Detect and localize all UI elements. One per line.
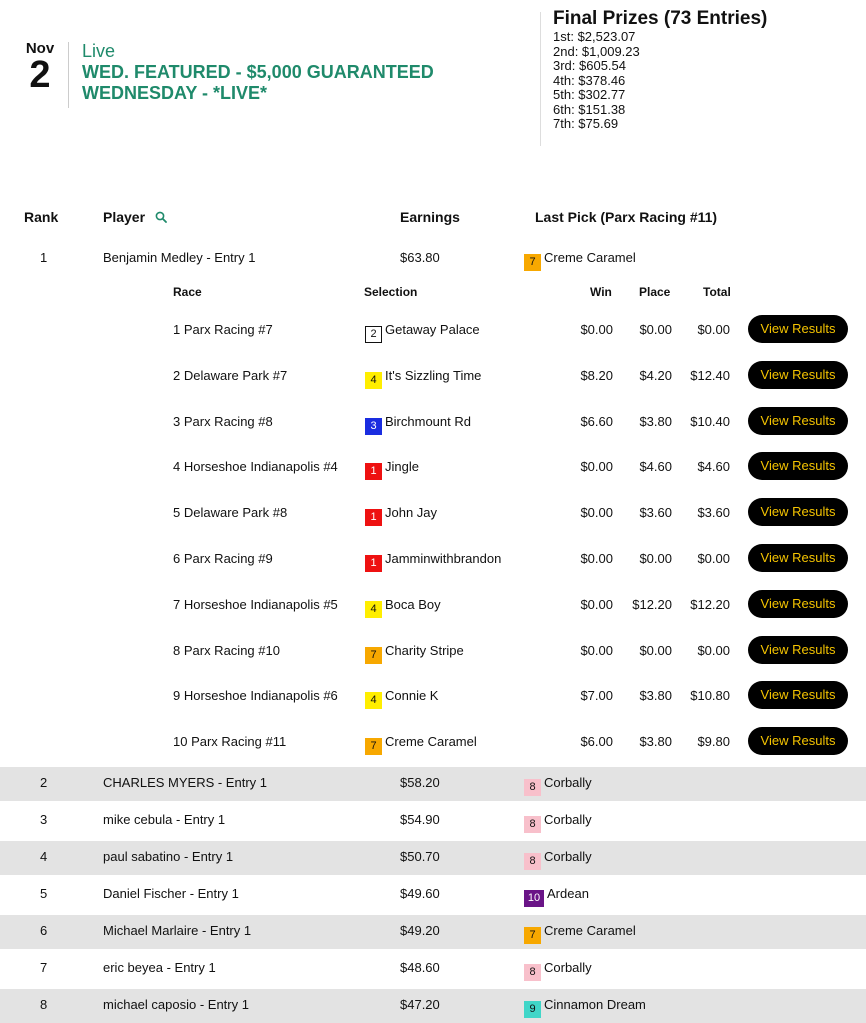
total-amount: $12.20 <box>690 597 730 612</box>
win-amount: $6.60 <box>580 414 613 429</box>
selection-cell <box>365 459 419 480</box>
selection-cell <box>365 551 501 572</box>
program-number-badge: 4 <box>365 601 382 618</box>
earnings-cell: $49.20 <box>400 923 440 938</box>
earnings-cell: $49.60 <box>400 886 440 901</box>
prize-line: 4th: $378.46 <box>553 72 626 88</box>
last-pick-cell <box>524 886 589 907</box>
race-name: 7 Horseshoe Indianapolis #5 <box>173 597 338 612</box>
horse-name: Corbally <box>544 775 592 790</box>
program-number-badge: 8 <box>524 816 541 833</box>
total-amount: $4.60 <box>697 459 730 474</box>
rank-cell: 7 <box>40 960 48 975</box>
rank-cell: 8 <box>40 997 48 1012</box>
total-amount: $9.80 <box>697 734 730 749</box>
player-name[interactable]: michael caposio - Entry 1 <box>103 997 249 1012</box>
place-amount: $0.00 <box>639 551 672 566</box>
leaderboard-row[interactable] <box>0 878 866 912</box>
total-amount: $0.00 <box>697 322 730 337</box>
race-row <box>0 361 866 391</box>
event-title-line-2: WEDNESDAY - *LIVE* <box>82 83 268 103</box>
horse-name: Creme Caramel <box>544 250 636 265</box>
horse-name: Jingle <box>385 459 419 474</box>
race-name: 4 Horseshoe Indianapolis #4 <box>173 459 338 474</box>
win-amount: $0.00 <box>580 459 613 474</box>
leaderboard-row[interactable] <box>0 952 866 986</box>
horse-name: Corbally <box>544 960 592 975</box>
win-amount: $0.00 <box>580 322 613 337</box>
place-amount: $3.60 <box>639 505 672 520</box>
race-name: 6 Parx Racing #9 <box>173 551 273 566</box>
selection-header: Selection <box>364 285 418 299</box>
race-row <box>0 727 866 757</box>
event-day: 2 <box>29 54 51 96</box>
horse-name: Jamminwithbrandon <box>385 551 502 566</box>
race-row <box>0 407 866 437</box>
rank-cell: 2 <box>40 775 48 790</box>
view-results-button[interactable]: View Results <box>748 452 848 480</box>
player-name[interactable]: Michael Marlaire - Entry 1 <box>103 923 252 938</box>
earnings-cell: $47.20 <box>400 997 440 1012</box>
last-pick-cell <box>524 923 636 944</box>
place-amount: $12.20 <box>632 597 672 612</box>
win-amount: $6.00 <box>580 734 613 749</box>
rank-cell: 4 <box>40 849 48 864</box>
place-amount: $0.00 <box>639 643 672 658</box>
event-month: Nov <box>25 40 55 57</box>
last-pick-header: Last Pick (Parx Racing #11) <box>535 209 718 225</box>
view-results-button[interactable]: View Results <box>748 544 848 572</box>
horse-name: Boca Boy <box>385 597 441 612</box>
leaderboard-row[interactable] <box>0 247 866 281</box>
last-pick-cell <box>524 812 592 833</box>
place-amount: $3.80 <box>639 734 672 749</box>
selection-cell <box>365 322 480 343</box>
place-header: Place <box>639 285 671 299</box>
view-results-button[interactable]: View Results <box>748 681 848 709</box>
prize-line: 1st: $2,523.07 <box>553 29 636 44</box>
place-amount: $0.00 <box>639 322 672 337</box>
program-number-badge: 8 <box>524 964 541 981</box>
earnings-cell: $63.80 <box>400 250 440 265</box>
prizes-divider <box>540 12 541 146</box>
view-results-button[interactable]: View Results <box>748 590 848 618</box>
last-pick-cell <box>524 250 636 271</box>
earnings-cell: $54.90 <box>400 812 440 827</box>
selection-cell <box>365 643 464 664</box>
program-number-badge: 7 <box>524 927 541 944</box>
selection-cell <box>365 688 438 709</box>
total-amount: $10.80 <box>690 688 730 703</box>
horse-name: Creme Caramel <box>544 923 636 938</box>
view-results-button[interactable]: View Results <box>748 636 848 664</box>
last-pick-cell <box>524 775 592 796</box>
view-results-button[interactable]: View Results <box>748 407 848 435</box>
total-header: Total <box>703 285 731 299</box>
leaderboard-row[interactable] <box>0 841 866 875</box>
prizes-title: Final Prizes (73 Entries) <box>553 8 768 29</box>
player-header <box>103 209 167 226</box>
rank-cell: 1 <box>40 250 48 265</box>
win-amount: $0.00 <box>580 551 613 566</box>
race-row <box>0 315 866 345</box>
event-title-line-1: WED. FEATURED - $5,000 GUARANTEED <box>82 62 434 82</box>
selection-cell <box>365 368 481 389</box>
total-amount: $3.60 <box>697 505 730 520</box>
last-pick-cell <box>524 849 592 870</box>
race-row <box>0 590 866 620</box>
view-results-button[interactable]: View Results <box>748 315 848 343</box>
race-name: 8 Parx Racing #10 <box>173 643 280 658</box>
view-results-button[interactable]: View Results <box>748 727 848 755</box>
program-number-badge: 10 <box>524 890 544 907</box>
win-amount: $7.00 <box>580 688 613 703</box>
earnings-cell: $48.60 <box>400 960 440 975</box>
player-name[interactable]: paul sabatino - Entry 1 <box>103 849 234 864</box>
race-name: 2 Delaware Park #7 <box>173 368 288 383</box>
program-number-badge: 3 <box>365 418 382 435</box>
horse-name: Connie K <box>385 688 439 703</box>
selection-cell <box>365 734 477 755</box>
player-header-label: Player <box>103 209 146 225</box>
win-amount: $0.00 <box>580 597 613 612</box>
total-amount: $12.40 <box>690 368 730 383</box>
view-results-button[interactable]: View Results <box>748 361 848 389</box>
place-amount: $3.80 <box>639 688 672 703</box>
leaderboard-row[interactable] <box>0 915 866 949</box>
horse-name: Cinnamon Dream <box>544 997 646 1012</box>
win-amount: $8.20 <box>580 368 613 383</box>
rank-cell: 6 <box>40 923 48 938</box>
horse-name: John Jay <box>385 505 438 520</box>
last-pick-cell <box>524 997 646 1018</box>
earnings-header: Earnings <box>400 209 460 225</box>
view-results-button[interactable]: View Results <box>748 498 848 526</box>
rank-header: Rank <box>24 209 59 225</box>
horse-name: Getaway Palace <box>385 322 480 337</box>
place-amount: $3.80 <box>639 414 672 429</box>
selection-cell <box>365 505 437 526</box>
program-number-badge: 8 <box>524 779 541 796</box>
horse-name: Corbally <box>544 849 592 864</box>
horse-name: Creme Caramel <box>385 734 477 749</box>
prize-line: 2nd: $1,009.23 <box>553 43 640 59</box>
leaderboard-row[interactable] <box>0 767 866 801</box>
selection-cell <box>365 597 441 618</box>
race-name: 3 Parx Racing #8 <box>173 414 273 429</box>
horse-name: Birchmount Rd <box>385 414 471 429</box>
player-name[interactable]: mike cebula - Entry 1 <box>103 812 226 827</box>
win-header: Win <box>590 285 612 299</box>
race-name: 9 Horseshoe Indianapolis #6 <box>173 688 338 703</box>
program-number-badge: 7 <box>524 254 541 271</box>
place-amount: $4.20 <box>639 368 672 383</box>
program-number-badge: 1 <box>365 509 382 526</box>
race-row <box>0 498 866 528</box>
race-row <box>0 452 866 482</box>
player-name[interactable]: Benjamin Medley - Entry 1 <box>103 250 256 265</box>
rank-cell: 3 <box>40 812 48 827</box>
race-row <box>0 636 866 666</box>
prize-line: 6th: $151.38 <box>553 101 626 117</box>
horse-name: It's Sizzling Time <box>385 368 482 383</box>
total-amount: $0.00 <box>697 643 730 658</box>
leaderboard-row[interactable] <box>0 989 866 1023</box>
prize-line: 3rd: $605.54 <box>553 58 627 73</box>
horse-name: Corbally <box>544 812 592 827</box>
program-number-badge: 4 <box>365 372 382 389</box>
player-name[interactable]: eric beyea - Entry 1 <box>103 960 216 975</box>
horse-name: Charity Stripe <box>385 643 464 658</box>
horse-name: Ardean <box>547 886 589 901</box>
prize-line: 7th: $75.69 <box>553 116 619 131</box>
place-amount: $4.60 <box>639 459 672 474</box>
rank-cell: 5 <box>40 886 48 901</box>
player-name[interactable]: CHARLES MYERS - Entry 1 <box>103 775 267 790</box>
race-row <box>0 544 866 574</box>
final-prizes <box>553 8 767 132</box>
race-name: 1 Parx Racing #7 <box>173 322 273 337</box>
program-number-badge: 1 <box>365 463 382 480</box>
last-pick-cell <box>524 960 592 981</box>
player-name[interactable]: Daniel Fischer - Entry 1 <box>103 886 239 901</box>
earnings-cell: $58.20 <box>400 775 440 790</box>
event-date <box>22 40 58 96</box>
race-row <box>0 681 866 711</box>
race-name: 10 Parx Racing #11 <box>173 734 287 749</box>
race-header: Race <box>173 285 202 299</box>
leaderboard-row[interactable] <box>0 804 866 838</box>
total-amount: $0.00 <box>697 551 730 566</box>
program-number-badge: 7 <box>365 738 382 755</box>
search-icon[interactable] <box>155 210 167 226</box>
event-status: Live <box>82 41 116 61</box>
program-number-badge: 7 <box>365 647 382 664</box>
win-amount: $0.00 <box>580 643 613 658</box>
selection-cell <box>365 414 471 435</box>
program-number-badge: 2 <box>365 326 382 343</box>
total-amount: $10.40 <box>690 414 730 429</box>
program-number-badge: 4 <box>365 692 382 709</box>
earnings-cell: $50.70 <box>400 849 440 864</box>
program-number-badge: 8 <box>524 853 541 870</box>
race-name: 5 Delaware Park #8 <box>173 505 288 520</box>
prize-line: 5th: $302.77 <box>553 87 626 102</box>
program-number-badge: 1 <box>365 555 382 572</box>
event-info <box>82 41 434 104</box>
header-divider <box>68 42 69 108</box>
win-amount: $0.00 <box>580 505 613 520</box>
program-number-badge: 9 <box>524 1001 541 1018</box>
